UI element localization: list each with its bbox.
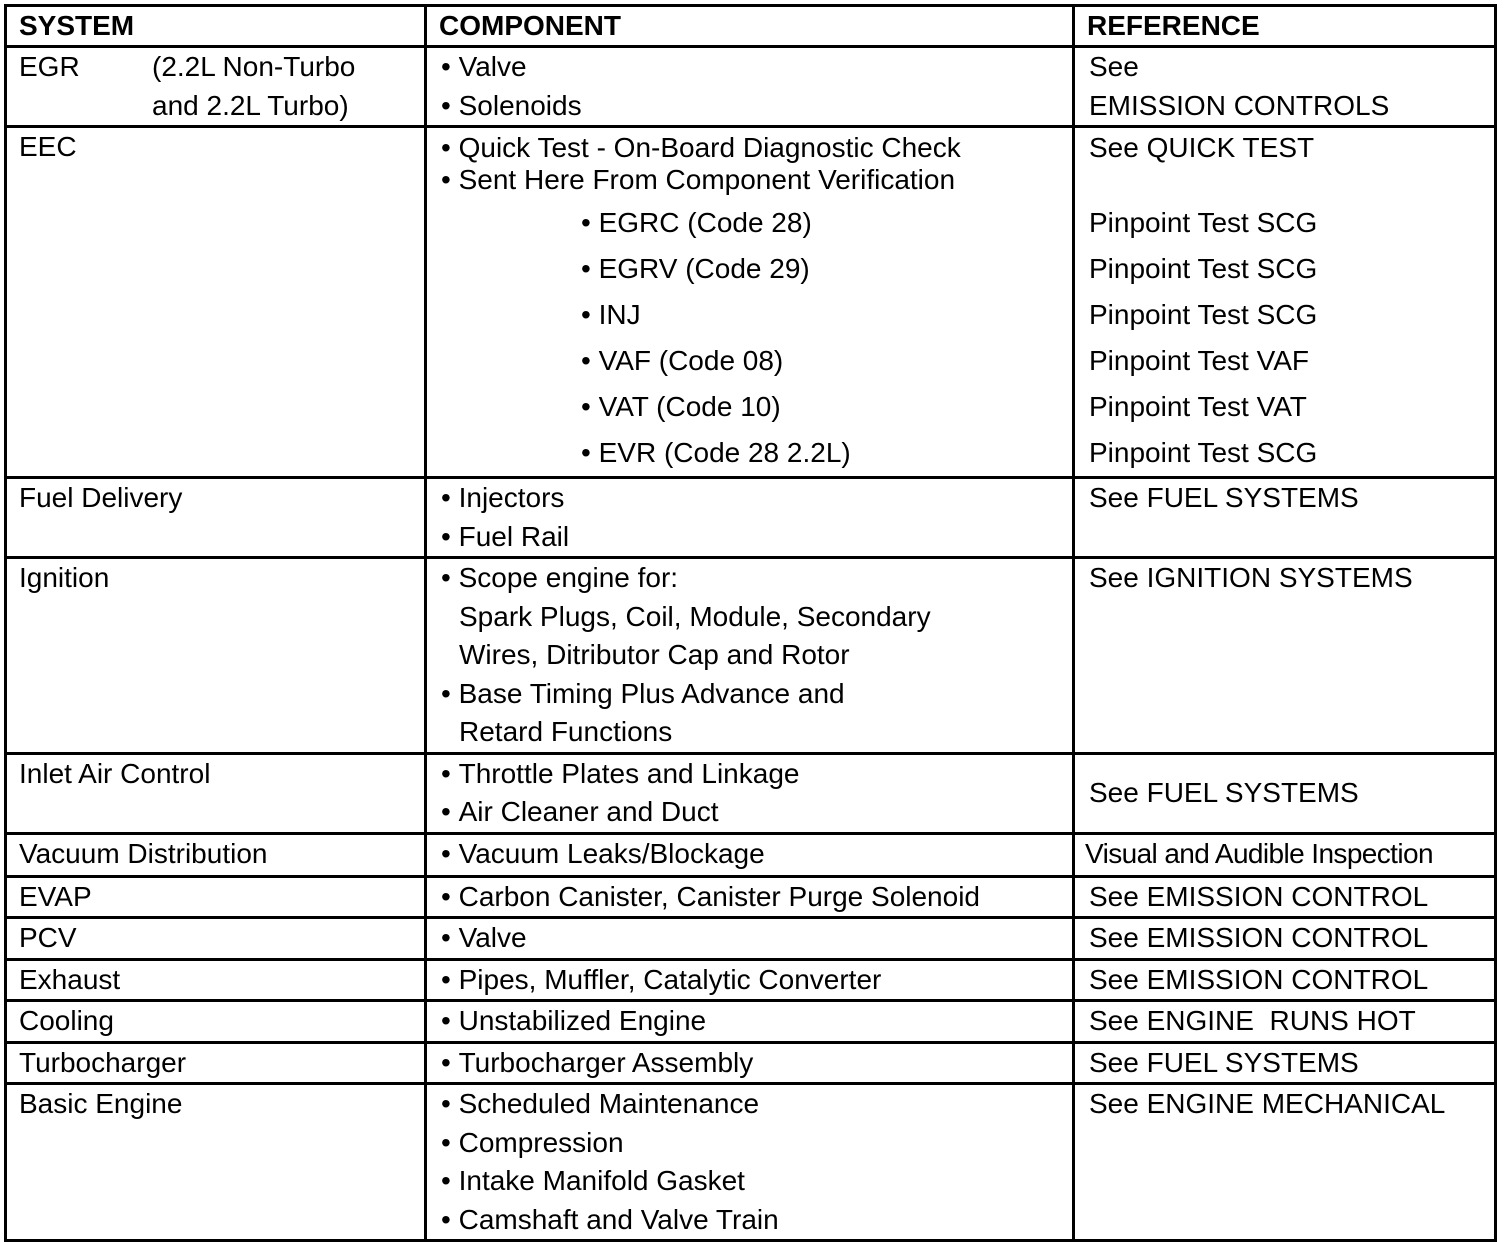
component-item: • Solenoids bbox=[441, 87, 1072, 126]
subreference-text: Pinpoint Test SCG bbox=[1089, 253, 1318, 284]
component-item: • Fuel Rail bbox=[441, 518, 1072, 557]
subreference-text: Pinpoint Test VAT bbox=[1089, 391, 1307, 422]
table-row-turbocharger bbox=[6, 1042, 1496, 1084]
system-name: Fuel Delivery bbox=[19, 482, 183, 513]
system-cell bbox=[6, 127, 426, 478]
reference-cell bbox=[1074, 753, 1496, 833]
system-name: Exhaust bbox=[19, 963, 121, 995]
reference-cell bbox=[1074, 876, 1496, 918]
reference-text: See IGNITION SYSTEMS bbox=[1089, 562, 1413, 593]
component-cell bbox=[426, 47, 1074, 127]
subcomponent-item: • EVR (Code 28 2.2L) bbox=[441, 430, 1072, 476]
component-cell bbox=[426, 127, 1074, 478]
table-header-row bbox=[6, 6, 1496, 47]
component-item: Spark Plugs, Coil, Module, Secondary bbox=[459, 600, 931, 632]
component-item: • Vacuum Leaks/Blockage bbox=[441, 835, 1072, 874]
component-item: • Compression bbox=[441, 1124, 1072, 1163]
system-cell bbox=[6, 47, 426, 127]
component-item: • Unstabilized Engine bbox=[441, 1002, 1072, 1041]
component-cell bbox=[426, 833, 1074, 876]
table-row-pcv bbox=[6, 918, 1496, 960]
system-name: Turbocharger bbox=[19, 1046, 187, 1078]
component-cell bbox=[426, 478, 1074, 558]
table-row-ignition bbox=[6, 558, 1496, 754]
component-cell bbox=[426, 1084, 1074, 1241]
header-component: COMPONENT bbox=[426, 6, 1074, 47]
subcomponent-item: • VAT (Code 10) bbox=[441, 384, 1072, 430]
reference-text: See FUEL SYSTEMS bbox=[1089, 482, 1359, 513]
reference-cell bbox=[1074, 959, 1496, 1001]
component-item: • Air Cleaner and Duct bbox=[441, 793, 1072, 832]
header-reference: REFERENCE bbox=[1074, 6, 1496, 47]
component-cell bbox=[426, 1042, 1074, 1084]
table-row-eec bbox=[6, 127, 1496, 478]
component-item: • Scheduled Maintenance bbox=[441, 1085, 1072, 1124]
system-name: EGR bbox=[19, 51, 80, 82]
component-item: • Valve bbox=[441, 48, 1072, 87]
table-row-cooling bbox=[6, 1001, 1496, 1043]
component-item: • Injectors bbox=[441, 479, 1072, 518]
component-cell bbox=[426, 1001, 1074, 1043]
system-name: Inlet Air Control bbox=[19, 757, 211, 789]
header-system: SYSTEM bbox=[6, 6, 426, 47]
component-item: • Camshaft and Valve Train bbox=[441, 1201, 1072, 1240]
subcomponent-item: • VAF (Code 08) bbox=[441, 338, 1072, 384]
table-row-egr bbox=[6, 47, 1496, 127]
component-item: • Carbon Canister, Canister Purge Solenoid bbox=[441, 878, 1072, 917]
system-note: and 2.2L Turbo) bbox=[152, 89, 349, 121]
reference-text: EMISSION CONTROLS bbox=[1089, 89, 1390, 121]
reference-cell bbox=[1074, 918, 1496, 960]
component-item: Retard Functions bbox=[459, 716, 673, 747]
system-cell bbox=[6, 876, 426, 918]
component-item: • Sent Here From Component Verification bbox=[441, 164, 1072, 196]
component-cell bbox=[426, 558, 1074, 754]
table-row-vacuum-distribution bbox=[6, 833, 1496, 876]
system-cell bbox=[6, 478, 426, 558]
component-item: • Pipes, Muffler, Catalytic Converter bbox=[441, 961, 1072, 1000]
system-name: Vacuum Distribution bbox=[19, 837, 268, 869]
component-cell bbox=[426, 918, 1074, 960]
system-cell bbox=[6, 833, 426, 876]
table-row-inlet-air-control bbox=[6, 753, 1496, 833]
system-cell bbox=[6, 1042, 426, 1084]
system-cell bbox=[6, 1001, 426, 1043]
reference-text: See ENGINE RUNS HOT bbox=[1089, 1005, 1416, 1036]
system-name: EVAP bbox=[19, 880, 92, 912]
reference-text: Visual and Audible Inspection bbox=[1085, 837, 1433, 869]
system-name: EEC bbox=[19, 131, 77, 162]
reference-text: See FUEL SYSTEMS bbox=[1089, 776, 1359, 808]
system-name: Ignition bbox=[19, 562, 110, 593]
diagnostic-reference-table bbox=[4, 4, 1497, 1242]
system-cell bbox=[6, 1084, 426, 1241]
subcomponent-item: • INJ bbox=[441, 292, 1072, 338]
reference-text: See EMISSION CONTROL bbox=[1089, 963, 1429, 995]
system-name: Cooling bbox=[19, 1005, 114, 1036]
system-name: PCV bbox=[19, 922, 77, 953]
system-cell bbox=[6, 753, 426, 833]
reference-cell bbox=[1074, 478, 1496, 558]
reference-cell bbox=[1074, 1084, 1496, 1241]
component-item: • Quick Test - On-Board Diagnostic Check bbox=[441, 132, 1072, 164]
component-item: • Turbocharger Assembly bbox=[441, 1044, 1072, 1083]
table-row-evap bbox=[6, 876, 1496, 918]
component-item: • Base Timing Plus Advance and bbox=[441, 675, 1072, 714]
component-item: • Throttle Plates and Linkage bbox=[441, 755, 1072, 794]
system-note: (2.2L Non-Turbo bbox=[152, 51, 356, 82]
component-item: Wires, Ditributor Cap and Rotor bbox=[459, 639, 850, 670]
reference-text: See ENGINE MECHANICAL bbox=[1089, 1088, 1446, 1119]
component-cell bbox=[426, 753, 1074, 833]
reference-cell bbox=[1074, 47, 1496, 127]
system-cell bbox=[6, 558, 426, 754]
reference-cell bbox=[1074, 558, 1496, 754]
table-row-fuel-delivery bbox=[6, 478, 1496, 558]
table-row-exhaust bbox=[6, 959, 1496, 1001]
reference-cell bbox=[1074, 833, 1496, 876]
system-name: Basic Engine bbox=[19, 1088, 183, 1119]
table-row-basic-engine bbox=[6, 1084, 1496, 1241]
system-cell bbox=[6, 959, 426, 1001]
component-item: • Valve bbox=[441, 919, 1072, 958]
reference-text: See bbox=[1089, 51, 1139, 82]
reference-cell bbox=[1074, 127, 1496, 478]
component-item: • Scope engine for: bbox=[441, 559, 1072, 598]
component-item: • Intake Manifold Gasket bbox=[441, 1162, 1072, 1201]
component-cell bbox=[426, 876, 1074, 918]
reference-text: See QUICK TEST bbox=[1089, 132, 1315, 163]
system-cell bbox=[6, 918, 426, 960]
subreference-text: Pinpoint Test VAF bbox=[1089, 345, 1309, 376]
subreference-text: Pinpoint Test SCG bbox=[1089, 299, 1318, 330]
subcomponent-item: • EGRC (Code 28) bbox=[441, 200, 1072, 246]
reference-cell bbox=[1074, 1001, 1496, 1043]
subreference-text: Pinpoint Test SCG bbox=[1089, 207, 1318, 238]
reference-cell bbox=[1074, 1042, 1496, 1084]
reference-text: See FUEL SYSTEMS bbox=[1089, 1046, 1359, 1078]
subreference-text: Pinpoint Test SCG bbox=[1089, 437, 1318, 468]
subcomponent-item: • EGRV (Code 29) bbox=[441, 246, 1072, 292]
component-cell bbox=[426, 959, 1074, 1001]
reference-text: See EMISSION CONTROL bbox=[1089, 880, 1429, 912]
reference-text: See EMISSION CONTROL bbox=[1089, 922, 1429, 953]
